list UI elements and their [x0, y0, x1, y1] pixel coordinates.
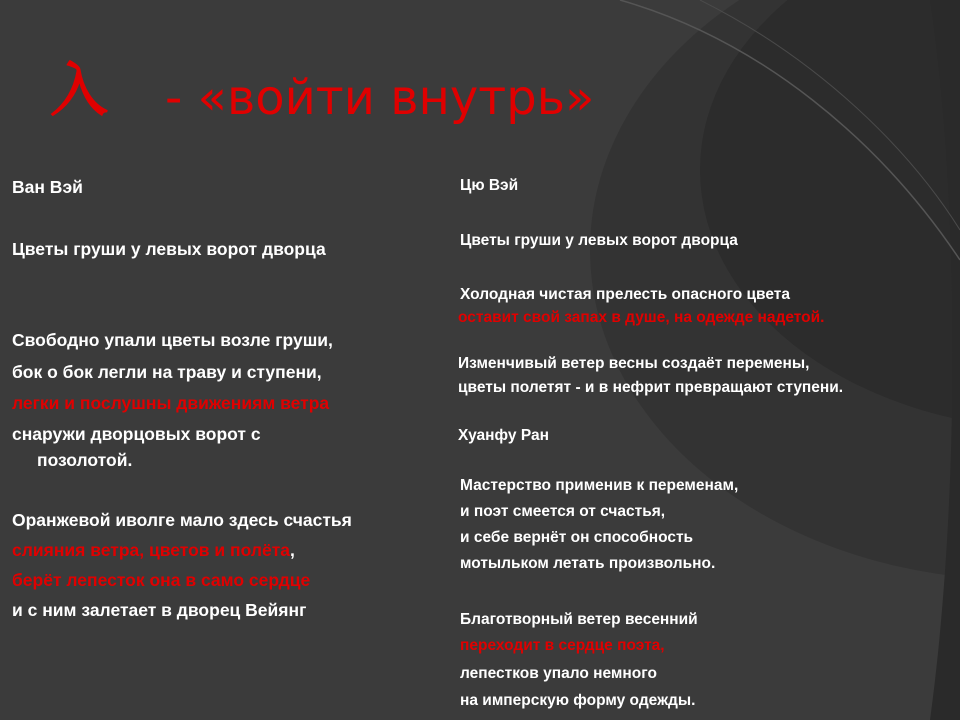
right-line-5: Мастерство применив к переменам,	[460, 477, 739, 494]
left-poem-title: Цветы груши у левых ворот дворца	[12, 239, 326, 259]
left-line-1: Свободно упали цветы возле груши,	[12, 330, 333, 350]
left-line-8: берёт лепесток она в само сердце	[12, 570, 311, 590]
right-line-2: оставит свой запах в душе, на одежде надетой.	[458, 309, 825, 326]
right-author-2: Хуанфу Ран	[458, 427, 549, 444]
right-line-11: лепестков упало немного	[460, 665, 657, 682]
right-author: Цю Вэй	[460, 177, 519, 194]
right-line-10: переходит в сердце поэта,	[460, 637, 665, 654]
right-line-9: Благотворный ветер весенний	[460, 611, 698, 628]
left-line-7-comma: ,	[290, 540, 295, 560]
left-line-5: позолотой.	[37, 450, 133, 470]
right-line-12: на имперскую форму одежды.	[460, 692, 696, 709]
right-poem-title: Цветы груши у левых ворот дворца	[460, 232, 738, 249]
left-line-7-text: слияния ветра, цветов и полёта	[12, 540, 291, 560]
left-line-4: снаружи дворцовых ворот с	[12, 424, 261, 444]
left-author: Ван Вэй	[12, 177, 83, 197]
left-line-7	[12, 539, 295, 561]
left-line-6: Оранжевой иволге мало здесь счастья	[12, 510, 352, 530]
left-line-2: бок о бок легли на траву и ступени,	[12, 362, 322, 382]
hanzi-character: 入	[50, 56, 109, 124]
left-line-9: и с ним залетает в дворец Вейянг	[12, 600, 307, 620]
right-line-1: Холодная чистая прелесть опасного цвета	[460, 286, 790, 303]
right-line-8: мотыльком летать произвольно.	[460, 555, 716, 572]
right-line-7: и себе вернёт он способность	[460, 529, 694, 546]
slide-title: - «войти внутрь»	[165, 70, 595, 126]
right-line-6: и поэт смеется от счастья,	[460, 503, 666, 520]
right-line-3: Изменчивый ветер весны создаёт перемены,	[458, 355, 810, 372]
right-line-4: цветы полетят - и в нефрит превращают ступени.	[458, 379, 844, 396]
left-line-3: легки и послушны движениям ветра	[12, 393, 330, 413]
